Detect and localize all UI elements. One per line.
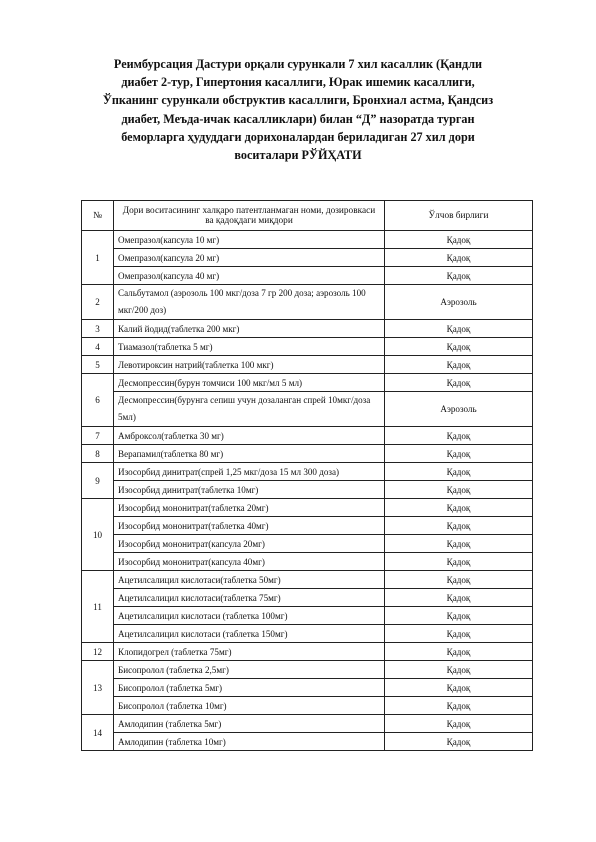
table-row <box>82 463 533 481</box>
table-row <box>82 715 533 733</box>
unit-of-measure: Қадоқ <box>385 679 533 697</box>
row-number: 8 <box>82 445 114 463</box>
medicine-name: Омепразол(капсула 20 мг) <box>114 249 385 267</box>
row-number: 10 <box>82 499 114 571</box>
title-line: Ўпканинг сурункали обструктив касаллиги, Бронхиал астма, Қандсиз <box>102 93 494 108</box>
medicine-name: Амлодипин (таблетка 10мг) <box>114 733 385 751</box>
table-row <box>82 445 533 463</box>
row-number: 6 <box>82 374 114 427</box>
medicine-name: Ацетилсалицил кислотаси (таблетка 150мг) <box>114 625 385 643</box>
unit-of-measure: Аэрозоль <box>385 392 533 427</box>
medicine-name: Изосорбид мононитрат(капсула 20мг) <box>114 535 385 553</box>
unit-of-measure: Қадоқ <box>385 320 533 338</box>
title-line: диабет 2-тур, Гипертония касаллиги, Юрак ишемик касаллиги, <box>121 75 475 90</box>
medicine-name: Бисопролол (таблетка 2,5мг) <box>114 661 385 679</box>
table-body <box>82 231 533 751</box>
medicine-name: Изосорбид мононитрат(таблетка 20мг) <box>114 499 385 517</box>
medicine-name: Верапамил(таблетка 80 мг) <box>114 445 385 463</box>
medicine-name: Изосорбид динитрат(таблетка 10мг) <box>114 481 385 499</box>
table-row <box>82 249 533 267</box>
unit-of-measure: Қадоқ <box>385 733 533 751</box>
medicine-name: Омепразол(капсула 40 мг) <box>114 267 385 285</box>
medicine-name: Амлодипин (таблетка 5мг) <box>114 715 385 733</box>
unit-of-measure: Қадоқ <box>385 356 533 374</box>
unit-of-measure: Қадоқ <box>385 661 533 679</box>
row-number: 4 <box>82 338 114 356</box>
medicine-name: Омепразол(капсула 10 мг) <box>114 231 385 249</box>
medicine-name: Изосорбид мононитрат(капсула 40мг) <box>114 553 385 571</box>
medicine-name: Бисопролол (таблетка 10мг) <box>114 697 385 715</box>
medicine-name: Сальбутамол (аэрозоль 100 мкг/доза 7 гр 200 доза; аэрозоль 100 мкг/200 доз) <box>114 285 385 320</box>
table-row <box>82 643 533 661</box>
medicine-name: Изосорбид мононитрат(таблетка 40мг) <box>114 517 385 535</box>
medicine-name: Тиамазол(таблетка 5 мг) <box>114 338 385 356</box>
medicine-name: Левотироксин натрий(таблетка 100 мкг) <box>114 356 385 374</box>
unit-of-measure: Қадоқ <box>385 231 533 249</box>
medicine-name: Ацетилсалицил кислотаси(таблетка 75мг) <box>114 589 385 607</box>
row-number: 2 <box>82 285 114 320</box>
row-number: 13 <box>82 661 114 715</box>
unit-of-measure: Аэрозоль <box>385 285 533 320</box>
medicine-name: Ацетилсалицил кислотаси (таблетка 100мг) <box>114 607 385 625</box>
unit-of-measure: Қадоқ <box>385 715 533 733</box>
unit-of-measure: Қадоқ <box>385 625 533 643</box>
table-row <box>82 607 533 625</box>
table-row <box>82 499 533 517</box>
medicine-name: Клопидогрел (таблетка 75мг) <box>114 643 385 661</box>
unit-of-measure: Қадоқ <box>385 463 533 481</box>
unit-of-measure: Қадоқ <box>385 374 533 392</box>
table-row <box>82 320 533 338</box>
title-line: диабет, Меъда-ичак касалликлари) билан “Д” назоратда турган <box>121 111 475 126</box>
row-number: 14 <box>82 715 114 751</box>
table-row <box>82 285 533 320</box>
table-row <box>82 661 533 679</box>
row-number: 9 <box>82 463 114 499</box>
header-unit: Ўлчов бирлиги <box>385 201 533 231</box>
table-row <box>82 374 533 392</box>
table-row <box>82 589 533 607</box>
unit-of-measure: Қадоқ <box>385 445 533 463</box>
table-row <box>82 697 533 715</box>
medicine-name: Десмопрессин(бурун томчиси 100 мкг/мл 5 мл) <box>114 374 385 392</box>
row-number: 7 <box>82 427 114 445</box>
document-title <box>80 55 516 164</box>
unit-of-measure: Қадоқ <box>385 267 533 285</box>
table-row <box>82 679 533 697</box>
unit-of-measure: Қадоқ <box>385 499 533 517</box>
unit-of-measure: Қадоқ <box>385 553 533 571</box>
table-row <box>82 571 533 589</box>
table-row <box>82 625 533 643</box>
table-row <box>82 535 533 553</box>
medicine-name: Ацетилсалицил кислотаси(таблетка 50мг) <box>114 571 385 589</box>
unit-of-measure: Қадоқ <box>385 481 533 499</box>
table-row <box>82 267 533 285</box>
unit-of-measure: Қадоқ <box>385 427 533 445</box>
title-line: беморларга ҳудуддаги дорихоналардан бериладиган 27 хил дори <box>121 129 475 144</box>
unit-of-measure: Қадоқ <box>385 517 533 535</box>
title-line: Реимбурсация Дастури орқали сурункали 7 хил касаллик (Қандли <box>113 57 483 71</box>
header-num: № <box>82 201 114 231</box>
row-number: 1 <box>82 231 114 285</box>
header-name: Дори воситасининг халқаро патентланмаган номи, дозировкаси ва қадоқдаги миқдори <box>114 201 385 231</box>
medicine-name: Калий йодид(таблетка 200 мкг) <box>114 320 385 338</box>
unit-of-measure: Қадоқ <box>385 535 533 553</box>
table-row <box>82 231 533 249</box>
table-row <box>82 338 533 356</box>
medicine-name: Изосорбид динитрат(спрей 1,25 мкг/доза 15 мл 300 доза) <box>114 463 385 481</box>
table-row <box>82 733 533 751</box>
unit-of-measure: Қадоқ <box>385 338 533 356</box>
table-row <box>82 392 533 427</box>
unit-of-measure: Қадоқ <box>385 249 533 267</box>
row-number: 12 <box>82 643 114 661</box>
unit-of-measure: Қадоқ <box>385 643 533 661</box>
table-header-row <box>82 201 533 231</box>
medicine-name: Бисопролол (таблетка 5мг) <box>114 679 385 697</box>
table-row <box>82 517 533 535</box>
row-number: 3 <box>82 320 114 338</box>
medicine-name: Десмопрессин(бурунга сепиш учун дозаланган спрей 10мкг/доза 5мл) <box>114 392 385 427</box>
medicine-table <box>81 200 533 751</box>
unit-of-measure: Қадоқ <box>385 571 533 589</box>
unit-of-measure: Қадоқ <box>385 607 533 625</box>
row-number: 5 <box>82 356 114 374</box>
medicine-name: Амброксол(таблетка 30 мг) <box>114 427 385 445</box>
table-row <box>82 356 533 374</box>
table-row <box>82 427 533 445</box>
unit-of-measure: Қадоқ <box>385 697 533 715</box>
table-row <box>82 481 533 499</box>
table-row <box>82 553 533 571</box>
unit-of-measure: Қадоқ <box>385 589 533 607</box>
row-number: 11 <box>82 571 114 643</box>
title-line: воситалари РЎЙҲАТИ <box>234 148 362 163</box>
